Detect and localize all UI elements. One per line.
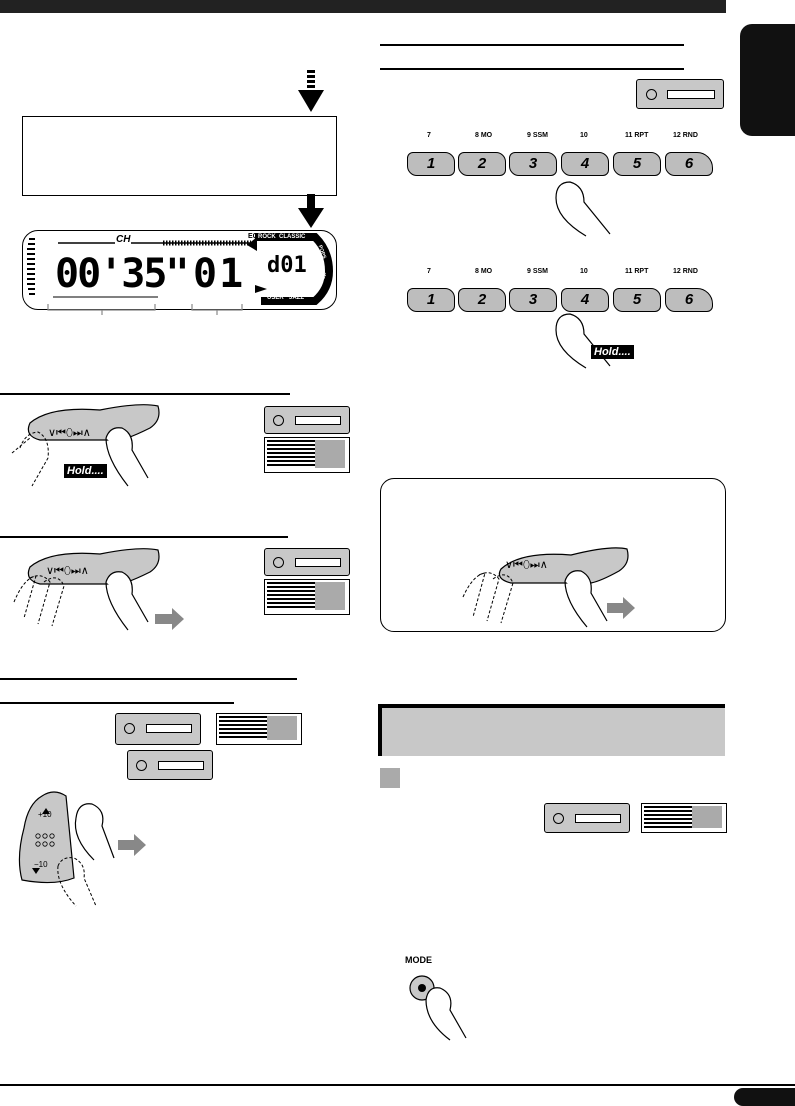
lcd-display bbox=[22, 230, 337, 310]
mode-classic: CLASSIC bbox=[279, 234, 306, 240]
dashed-down-arrow-icon bbox=[296, 70, 328, 114]
section-rule bbox=[380, 44, 684, 46]
control-panel-press bbox=[10, 542, 190, 632]
finger-press-icon bbox=[548, 178, 618, 238]
info-box bbox=[22, 116, 337, 196]
section-rule bbox=[0, 536, 288, 538]
preset-button-4[interactable]: 4 bbox=[561, 288, 609, 312]
preset-label: 12 RND bbox=[673, 268, 698, 275]
mode-jazz: JAZZ bbox=[289, 295, 304, 301]
preset-label: 7 bbox=[427, 132, 431, 139]
preset-button-5[interactable]: 5 bbox=[613, 288, 661, 312]
unit-icon-cd bbox=[264, 548, 350, 576]
preset-button-6[interactable]: 6 bbox=[665, 288, 713, 312]
mode-button-with-finger[interactable] bbox=[406, 972, 486, 1042]
section-rule bbox=[0, 702, 234, 704]
preset-label: 10 bbox=[580, 132, 588, 139]
mode-label: MODE bbox=[405, 955, 432, 965]
unit-icon-cd bbox=[264, 406, 350, 434]
preset-button-6[interactable]: 6 bbox=[665, 152, 713, 176]
mode-user: USER bbox=[267, 295, 284, 301]
unit-icon-changer bbox=[216, 713, 302, 745]
preset-button-1[interactable]: 1 bbox=[407, 152, 455, 176]
preset-button-1[interactable]: 1 bbox=[407, 288, 455, 312]
step-bullet bbox=[380, 768, 400, 788]
page-number-oval bbox=[734, 1088, 795, 1106]
disc-readout: d01 bbox=[267, 253, 307, 278]
remote-plus10: +10 bbox=[38, 810, 52, 819]
preset-label: 11 RPT bbox=[625, 268, 649, 275]
preset-button-3[interactable]: 3 bbox=[509, 288, 557, 312]
preset-label: 11 RPT bbox=[625, 132, 649, 139]
preset-row-bottom bbox=[405, 268, 725, 314]
unit-icon-changer bbox=[641, 803, 727, 833]
track-readout: 01 bbox=[193, 251, 246, 297]
unit-icon-cd bbox=[636, 79, 724, 109]
preset-button-2[interactable]: 2 bbox=[458, 288, 506, 312]
preset-label: 9 SSM bbox=[527, 268, 549, 275]
down-arrow-icon bbox=[296, 194, 328, 230]
mode-rock: ROCK bbox=[258, 234, 276, 240]
preset-label: 8 MO bbox=[475, 268, 493, 275]
mode-pops: POPS bbox=[316, 244, 328, 260]
hold-label-left: Hold.... bbox=[64, 464, 107, 478]
preset-row-top bbox=[405, 132, 725, 178]
section-header-band bbox=[378, 704, 725, 756]
preset-label: 12 RND bbox=[673, 132, 698, 139]
time-readout: 00'35" bbox=[55, 251, 188, 297]
section-rule bbox=[380, 68, 684, 70]
preset-button-4[interactable]: 4 bbox=[561, 152, 609, 176]
eq-label: EQ bbox=[248, 233, 259, 240]
note-box bbox=[380, 478, 726, 632]
finger-press-icon bbox=[548, 310, 618, 370]
unit-icon-changer bbox=[264, 579, 350, 615]
svg-text:∨⏮⬯⏭∧: ∨⏮⬯⏭∧ bbox=[505, 558, 548, 571]
section-rule bbox=[0, 393, 290, 395]
preset-button-3[interactable]: 3 bbox=[509, 152, 557, 176]
language-tab bbox=[740, 24, 795, 136]
remote-control bbox=[14, 788, 164, 908]
preset-label: 9 SSM bbox=[527, 132, 549, 139]
unit-icon-cd bbox=[544, 803, 630, 833]
unit-icon-cd bbox=[127, 750, 213, 780]
display-brackets bbox=[40, 302, 250, 316]
unit-icon-cd bbox=[115, 713, 201, 745]
mode-hiphop: HIP HOP bbox=[313, 271, 329, 293]
top-band bbox=[0, 0, 726, 13]
unit-icon-changer bbox=[264, 437, 350, 473]
section-rule bbox=[0, 678, 297, 680]
remote-minus10: −10 bbox=[34, 860, 48, 869]
bottom-rule bbox=[0, 1084, 795, 1086]
preset-button-2[interactable]: 2 bbox=[458, 152, 506, 176]
svg-text:∨⏮⬯⏭∧: ∨⏮⬯⏭∧ bbox=[48, 426, 91, 439]
ch-label: CH bbox=[116, 234, 131, 245]
preset-label: 7 bbox=[427, 268, 431, 275]
svg-text:∨⏮⬯⏭∧: ∨⏮⬯⏭∧ bbox=[46, 564, 89, 577]
preset-label: 10 bbox=[580, 268, 588, 275]
preset-button-5[interactable]: 5 bbox=[613, 152, 661, 176]
preset-label: 8 MO bbox=[475, 132, 493, 139]
hold-label-right: Hold.... bbox=[591, 345, 634, 359]
